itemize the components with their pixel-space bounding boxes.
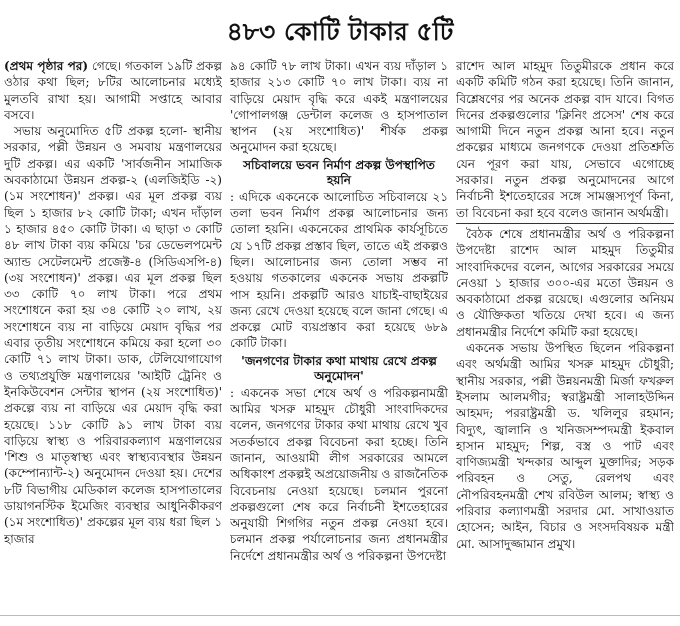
paragraph: : একনেক সভা শেষে অর্থ ও পরিকল্পনামন্ত্রী আমির খসরু মাহমুদ চৌধুরী সাংবাদিকদের বলেন, জনগণের টাকার কথা মাথায় রেখে খুব সতর্কভাবে প্রকল্প বিবেচনা করা হচ্ছে। তিনি জানান, আওয়ামী লীগ সরকারের আমলে অধিকাংশ প্রকল্পই অপ্রয়োজনীয় ও রাজনৈতিক বিবেচনায় নেওয়া হয়েছে। চলমান পুরনো প্রকল্পগুলো শেষ করে নির্বাচনী ইশতেহারের অনুযায়ী শিগগির নতুন প্রকল্প নেওয়া হবে। চলমান প্রকল্প পর্যালোচনার জন্য প্রধানমন্ত্রীর নির্দেশে প্রধানমন্ত্রীর অর্থ ও পরিকল্পনা উপদেষ্টা: [230, 385, 448, 563]
column-1: [4, 58, 222, 616]
subheading: 'জনগণের টাকার কথা মাথায় রেখে প্রকল্প অনুমোদন': [241, 353, 437, 383]
paragraph: ৯৪ কোটি ৭৮ লাখ টাকা। এখন ব্যয় দাঁড়াল ১ হাজার ২১৩ কোটি ৭০ লাখ টাকা। ব্যয় না বাড়িয়ে মেয়াদ বৃদ্ধি করে একই মন্ত্রণালয়ের 'গোপালগঞ্জ ডেন্টাল কলেজ ও হাসপাতাল স্থাপন (২য় সংশোধিত)' শীর্ষক প্রকল্প অনুমোদন করা হয়েছে।: [230, 59, 448, 155]
paragraph: : এদিকে একনেকে আলোচিত সচিবালয়ে ২১ তলা ভবন নির্মাণ প্রকল্প আলোচনার জন্য তোলা হয়নি। একনেকের প্রাথমিক কার্যসূচিতে যে ১৭টি প্রকল্প প্রস্তাব ছিল, তাতে এই প্রকল্পও ছিল। আলোচনার জন্য তোলা সম্ভব না হওয়ায় গতকালের একনেক সভায় প্রকল্পটি পাস হয়নি। প্রকল্পটি আরও যাচাই-বাছাইয়ের জন্য রেখে দেওয়া হয়েছে বলে জানা গেছে। এ প্রকল্পে মোট ব্যয়প্রস্তাব করা হয়েছে ৬৮৯ কোটি টাকা।: [230, 189, 448, 351]
paragraph: রাশেদ আল মাহমুদ তিতুমীরকে প্রধান করে একটি কমিটি গঠন করা হয়েছে। তিনি জানান, বিশ্লেষণের পর অনেক প্রকল্প বাদ যাবে। বিগত দিনের প্রকল্পগুলোর 'ক্লিনিং প্রসেস' শেষ করে আগামী দিনে নতুন প্রকল্প আনা হবে। নতুন প্রকল্পের মাধ্যমে জনগণকে দেওয়া প্রতিশ্রুতি যেন পূরণ করা যায়, সেভাবে এগোচ্ছে সরকার। নতুন প্রকল্প অনুমোদনের আগে নির্বাচনী ইশতেহারের সঙ্গে সামঞ্জস্যপূর্ণ কিনা, তা বিবেচনা করা হবে বলেও জানান অর্থমন্ত্রী।: [456, 59, 674, 220]
paragraph: সভায় অনুমোদিত ৫টি প্রকল্প হলো- স্থানীয় সরকার, পল্লী উন্নয়ন ও সমবায় মন্ত্রণালয়ের দুটি প্রকল্প। এর একটি 'সার্বজনীন সামাজিক অবকাঠামো উন্নয়ন প্রকল্প-২ (এলজিইডি -২) (১ম সংশোধন)' প্রকল্প। এর মূল প্রকল্প ব্যয় ছিল ১ হাজার ৮২ কোটি টাকা; এখন দাঁড়াল ১ হাজার ৪৫০ কোটি টাকা। এ ছাড়া ৩ কোটি ৪৮ লাখ টাকা ব্যয় কমিয়ে 'চর ডেভেলপমেন্ট অ্যান্ড সেটেলমেন্ট প্রজেক্ট-৪ (সিডিএসপি-৪) (৩য় সংশোধন)' প্রকল্প। এর মূল প্রকল্প ছিল ৩৩ কোটি ৭০ লাখ টাকা। পরে প্রথম সংশোধনে করা হয় ৩৪ কোটি ২০ লাখ, ২য় সংশোধনে ব্যয় না বাড়িয়ে মেয়াদ বৃদ্ধির পর এবার তৃতীয় সংশোধনে কমিয়ে করা হলো ৩০ কোটি ৭১ লাখ টাকা। ডাক, টেলিযোগাযোগ ও তথ্যপ্রযুক্তি মন্ত্রণালয়ের 'আইটি ট্রেনিং ও ইনকিউবেশন সেন্টার স্থাপন (২য় সংশোধিত)' প্রকল্পে ব্যয় না বাড়িয়ে এর মেয়াদ বৃদ্ধি করা হয়েছে। ১১৮ কোটি ৯১ লাখ টাকা ব্যয় বাড়িয়ে স্বাস্থ্য ও পরিবারকল্যাণ মন্ত্রণালয়ের 'শিশু ও মাতৃস্বাস্থ্য এবং স্বাস্থ্যব্যবস্থার উন্নয়ন (কম্পোন্যান্ট-২) অনুমোদন দেওয়া হয়। দেশের ৮টি বিভাগীয় মেডিকাল কলেজ হাসপাতালের ডায়াগনস্টিক ইমেজিং ব্যবস্থার আধুনিকীকরণ (১ম সংশোধিত)' প্রকল্পের মূল ব্যয় ধরা ছিল ১ হাজার: [4, 124, 222, 546]
divider: [456, 223, 674, 224]
paragraph: [4, 58, 222, 123]
paragraph-text: গেছে। গতকাল ১৯টি প্রকল্প ওঠার কথা ছিল; ৮টির আলোচনার মধ্যেই মুলতবি রাখা হয়। আগামী সপ্তাহে আবার বসবে।: [4, 59, 222, 122]
continuation-tag: (প্রথম পৃষ্ঠার পর): [4, 59, 89, 73]
cropped-previous-text: [0, 0, 680, 10]
headline: ৪৮৩ কোটি টাকার ৫টি: [226, 17, 454, 46]
paragraph: একনেক সভায় উপস্থিত ছিলেন পরিকল্পনা এবং অর্থমন্ত্রী আমির খসরু মাহমুদ চৌধুরী; স্থানীয় সরকার, পল্লী উন্নয়নমন্ত্রী মির্জা ফখরুল ইসলাম আলমগীর; স্বরাষ্ট্রমন্ত্রী সালাহউদ্দিন আহমদ; পররাষ্ট্রমন্ত্রী ড. খলিলুর রহমান; বিদ্যুৎ, জ্বালানি ও খনিজসম্পদমন্ত্রী ইকবাল হাসান মাহমুদ; শিল্প, বস্ত্র ও পাট এবং বাণিজ্যমন্ত্রী খন্দকার আব্দুল মুক্তাদির; সড়ক পরিবহন ও সেতু, রেলপথ এবং নৌপরিবহনমন্ত্রী শেখ রবিউল আলম; স্বাস্থ্য ও পরিবার কল্যাণমন্ত্রী সরদার মো. সাখাওয়াত হোসেন; আইন, বিচার ও সংসদবিষয়ক মন্ত্রী মো. আসাদুজ্জামান প্রমুখ।: [456, 341, 674, 551]
paragraph: বৈঠক শেষে প্রধানমন্ত্রীর অর্থ ও পরিকল্পনা উপদেষ্টা রাশেদ আল মাহমুদ তিতুমীর সাংবাদিকদের বলেন, আগের সরকারের সময়ে নেওয়া ১ হাজার ৩০০-এর মতো উন্নয়ন ও অবকাঠামো প্রকল্প রয়েছে। এগুলোর অনিয়ম ও যৌক্তিকতা খতিয়ে দেখা হবে। এ জন্য প্রধানমন্ত্রীর নির্দেশে কমিটি করা হয়েছে।: [456, 226, 674, 339]
column-3: [456, 58, 674, 616]
article-body: [4, 58, 676, 616]
subheading: সচিবালয়ে ভবন নির্মাণ প্রকল্প উপস্থাপিত হয়নি: [243, 157, 435, 187]
column-2: [230, 58, 448, 616]
cropped-bottom-edge: [0, 615, 680, 626]
